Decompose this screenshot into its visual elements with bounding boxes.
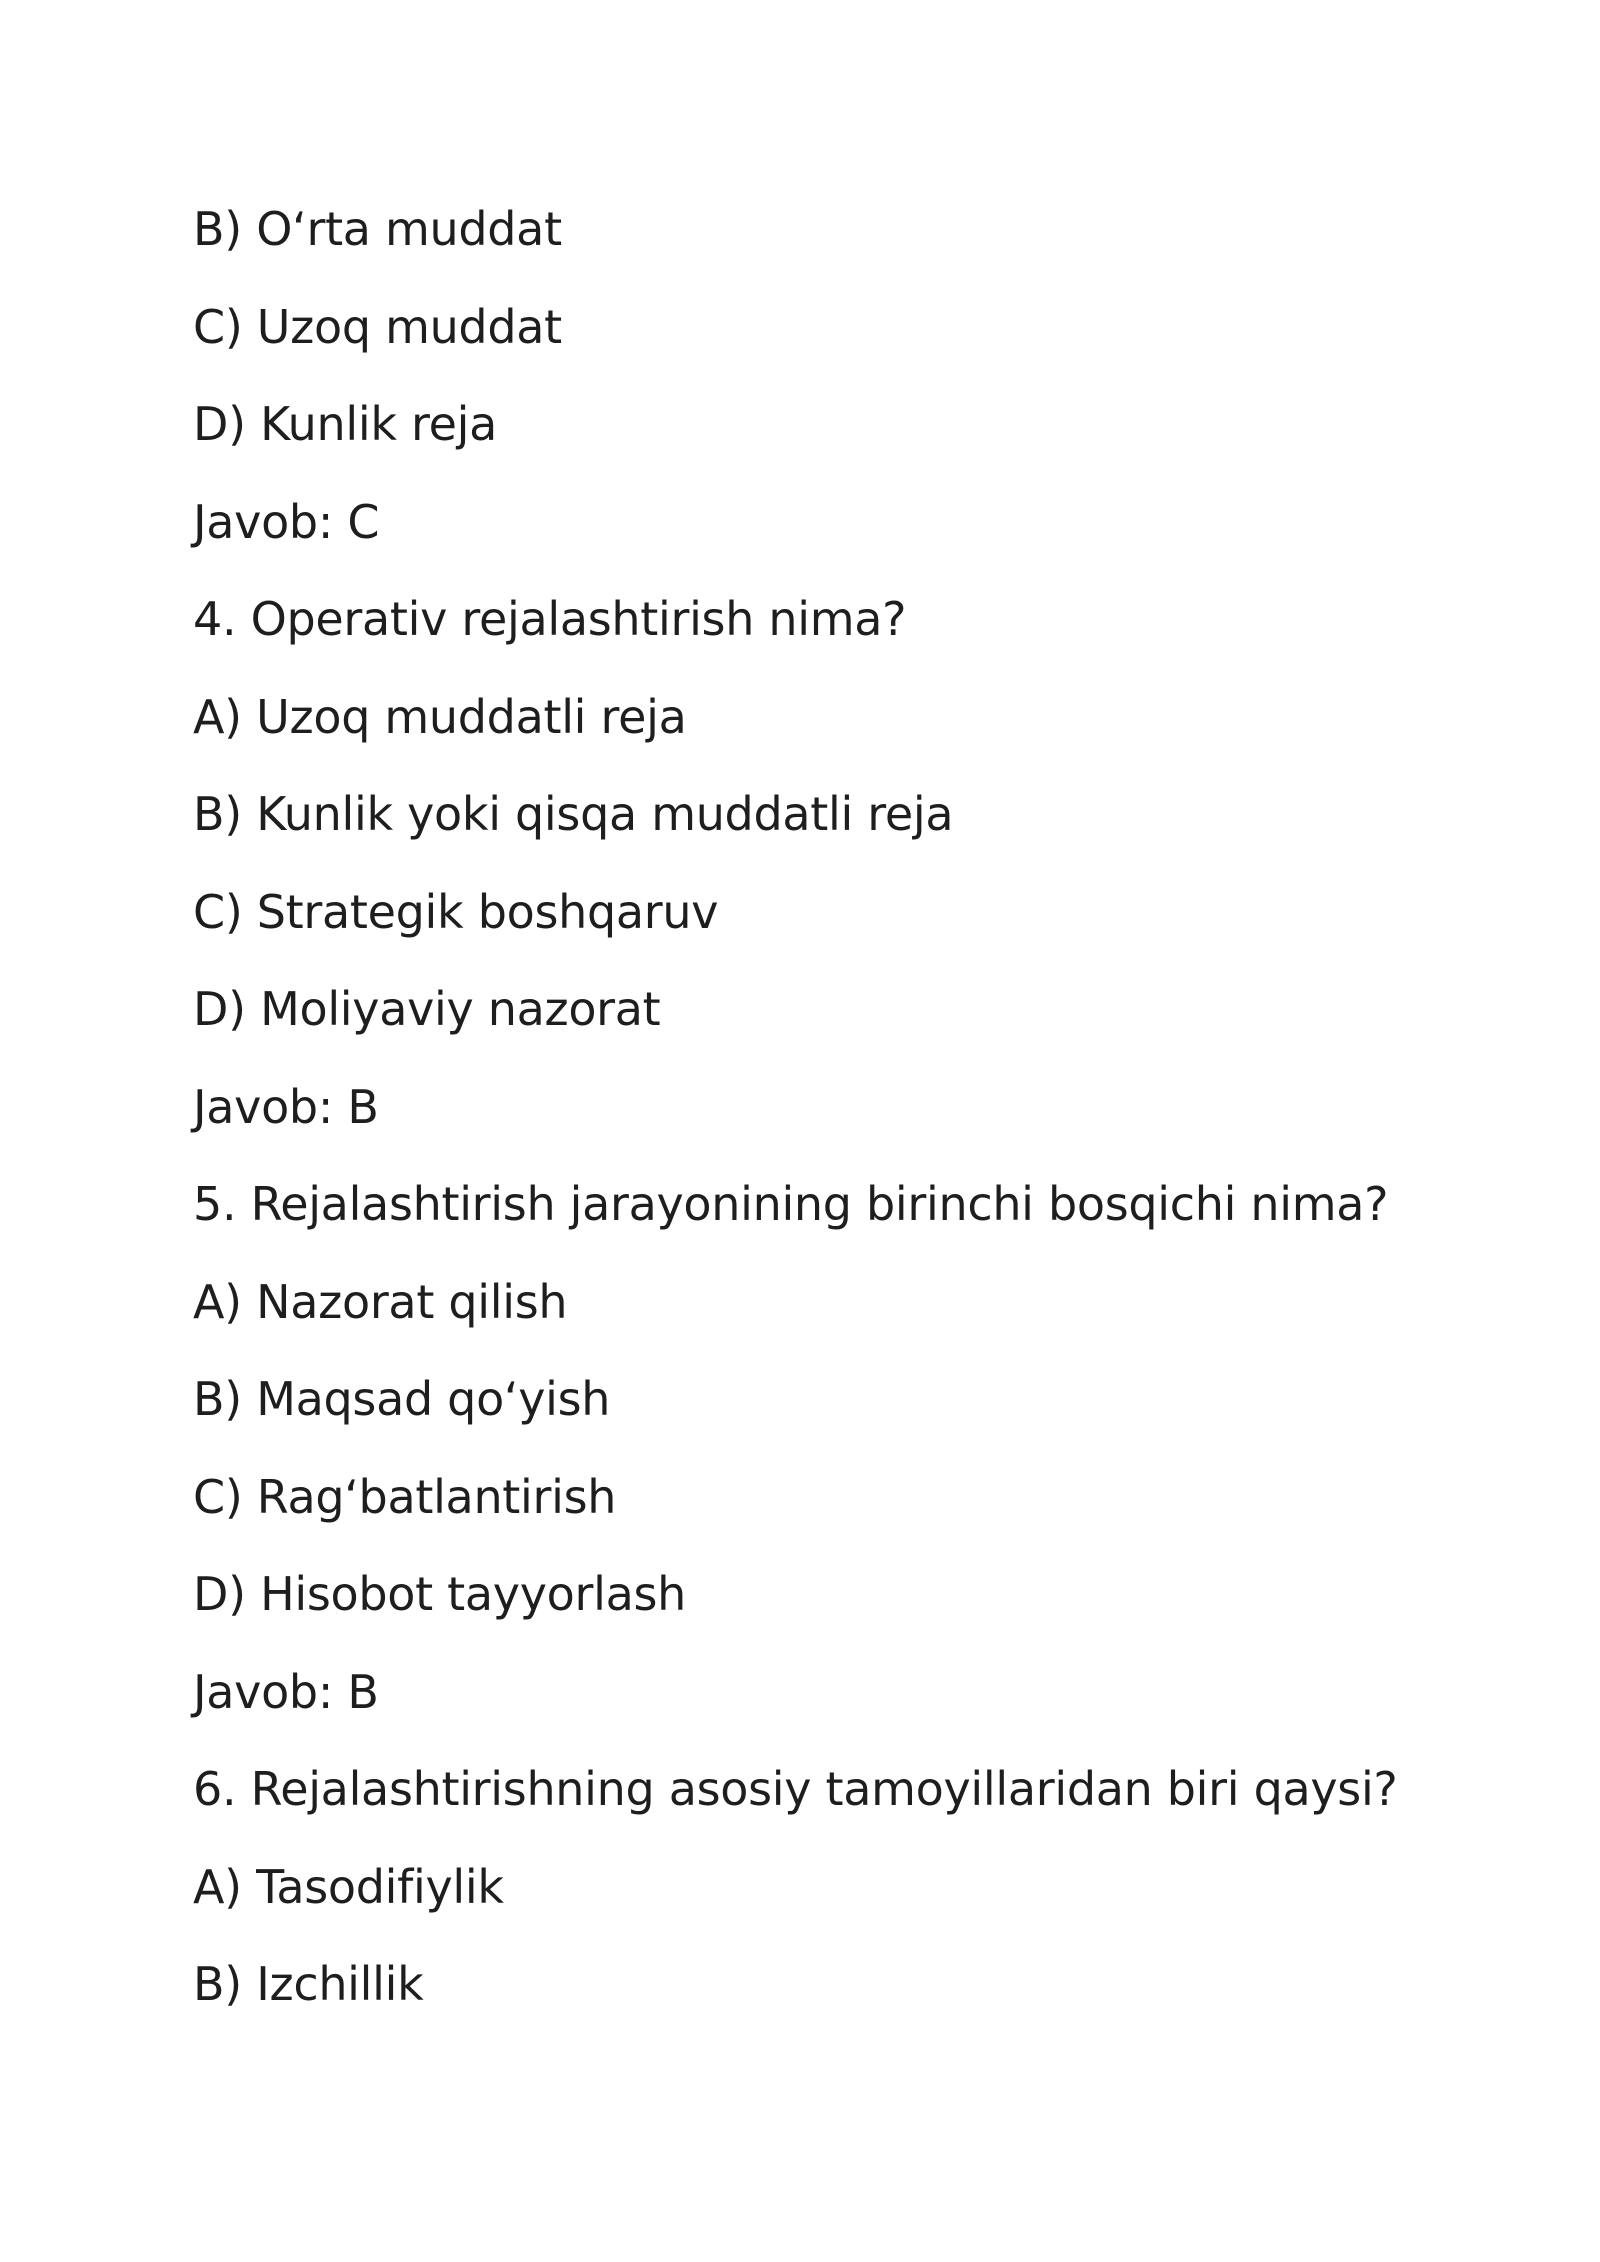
question-4-option-d: D) Moliyaviy nazorat: [193, 982, 661, 1036]
question-6-option-a: A) Tasodifiylik: [193, 1859, 504, 1914]
question-5-option-c: C) Rag‘batlantirish: [193, 1469, 617, 1524]
question-6: 6. Rejalashtirishning asosiy tamoyillaridan biri qaysi?: [193, 1762, 1398, 1816]
question-5-option-a: A) Nazorat qilish: [193, 1274, 568, 1329]
question-6-option-b: B) Izchillik: [193, 1957, 424, 2011]
option-b-line: B) O‘rta muddat: [193, 202, 562, 256]
question-4-answer: Javob: B: [193, 1079, 379, 1134]
question-4-option-a: A) Uzoq muddatli reja: [193, 689, 687, 744]
option-d-line: D) Kunlik reja: [193, 397, 497, 451]
question-5-option-d: D) Hisobot tayyorlash: [193, 1567, 686, 1621]
option-c-line: C) Uzoq muddat: [193, 299, 562, 354]
quiz-text-body: [193, 193, 1493, 2046]
answer-line: Javob: C: [193, 494, 380, 549]
question-4-option-b: B) Kunlik yoki qisqa muddatli reja: [193, 787, 954, 841]
question-5: 5. Rejalashtirish jarayonining birinchi bosqichi nima?: [193, 1177, 1389, 1231]
question-4: 4. Operativ rejalashtirish nima?: [193, 592, 907, 646]
question-5-option-b: B) Maqsad qo‘yish: [193, 1372, 611, 1426]
question-4-option-c: C) Strategik boshqaruv: [193, 884, 719, 939]
question-5-answer: Javob: B: [193, 1664, 379, 1719]
